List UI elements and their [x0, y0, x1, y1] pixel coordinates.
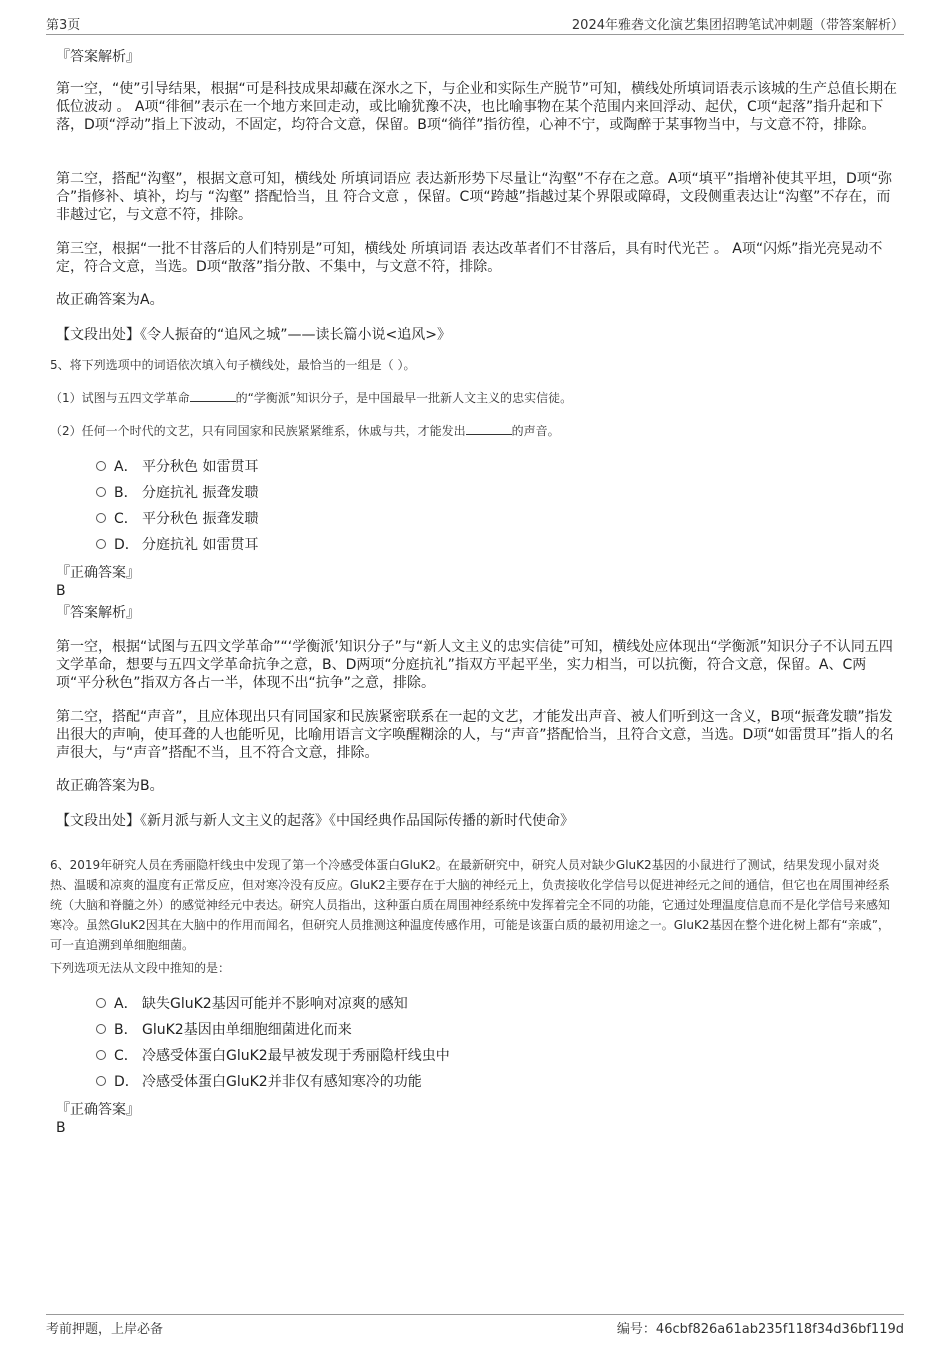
q5-option-a[interactable]: A． 平分秋色 如雷贯耳	[96, 454, 900, 480]
blank-line	[466, 424, 512, 435]
footer-slogan: 考前押题，上岸必备	[46, 1322, 164, 1337]
q4-analysis-para2: 第二空，搭配“沟壑”，根据文意可知，横线处 所填词语应 表达新形势下尽量让“沟壑”不存在之意。A项“填平”指增补使其平坦，D项“弥合”指修补、填补，均与 “沟壑” 搭配恰当，且 符合文意 ，保留。C项“跨越”指越过某个界限或障碍，文段侧重表达让“沟壑”不存在，而非越过它，与文意不符，排除。	[56, 171, 893, 223]
radio-icon[interactable]	[96, 461, 106, 471]
q5-option-b[interactable]: B． 分庭抗礼 振聋发聩	[96, 480, 900, 506]
radio-icon[interactable]	[96, 1076, 106, 1086]
q6-stem: 6、2019年研究人员在秀丽隐杆线虫中发现了第一个冷感受体蛋白GluK2。在最新研究中，研究人员对缺少GluK2基因的小鼠进行了测试，结果发现小鼠对炎热、温暖和凉爽的温度有正常反应，但对寒冷没有反应。GluK2主要存在于大脑的神经元上，负责接收化学信号以促进神经元之间的通信，但它也在周围神经系统（大脑和脊髓之外）的感觉神经元中表达。研究人员指出，这种蛋白质在周围神经系统中发挥着完全不同的功能，它通过处理温度信息而不是化学信号来感知寒冷。虽然GluK2因其在大脑中的作用而闻名，但研究人员推测这种温度传感作用，可能是该蛋白质的最初用途之一。GluK2基因在整个进化树上都有“亲戚”，可一直追溯到单细胞细菌。	[50, 858, 891, 952]
radio-icon[interactable]	[96, 487, 106, 497]
q5-conclusion: 故正确答案为B。	[56, 778, 164, 794]
q5-answer: B	[56, 583, 66, 599]
document-title: 2024年雅砻文化演艺集团招聘笔试冲刺题（带答案解析）	[571, 18, 904, 33]
footer-serial: 编号：46cbf826a61ab235f118f34d36bf119d	[616, 1322, 904, 1337]
q5-sentence-2: （2）任何一个时代的文艺，只有同国家和民族紧紧维系，休戚与共，才能发出 的声音。	[50, 424, 560, 438]
q5-option-d[interactable]: D． 分庭抗礼 如雷贯耳	[96, 532, 900, 558]
q5-stem: 5、将下列选项中的词语依次填入句子横线处，最恰当的一组是（ ）。	[50, 358, 416, 372]
q5-option-c[interactable]: C． 平分秋色 振聋发聩	[96, 506, 900, 532]
q5-analysis-title: 『答案解析』	[56, 605, 140, 621]
q5-sentence-1: （1）试图与五四文学革命 的“学衡派”知识分子，是中国最早一批新人文主义的忠实信徒。	[50, 391, 573, 405]
q6-option-b[interactable]: B． GluK2基因由单细胞细菌进化而来	[96, 1017, 900, 1043]
q4-analysis-para3: 第三空，根据“一批不甘落后的人们特别是”可知，横线处 所填词语 表达改革者们不甘落后，具有时代光芒 。 A项“闪烁”指光亮晃动不定，符合文意，当选。D项“散落”指分散、不集中，与文意不符，排除。	[56, 241, 883, 275]
q4-analysis-para1: 第一空，“使”引导结果，根据“可是科技成果却藏在深水之下，与企业和实际生产脱节”可知，横线处所填词语表示该城的生产总值长期在低位波动 。 A项“徘徊”表示在一个地方来回走动，或比喻犹豫不决，也比喻事物在某个范围内来回浮动、起伏，C项“起落”指升起和下落，D项“浮动”指上下波动，不固定，均符合文意，保留。B项“徜徉”指彷徨，心神不宁，或陶醉于某事物当中，与文意不符，排除。	[56, 81, 898, 133]
radio-icon[interactable]	[96, 539, 106, 549]
q6-question: 下列选项无法从文段中推知的是：	[50, 961, 231, 975]
q6-answer-title: 『正确答案』	[56, 1102, 140, 1118]
q6-option-a[interactable]: A． 缺失GluK2基因可能并不影响对凉爽的感知	[96, 991, 900, 1017]
q4-analysis-title: 『答案解析』	[56, 49, 140, 65]
page-footer	[46, 1314, 904, 1335]
radio-icon[interactable]	[96, 1050, 106, 1060]
q5-source: 【文段出处】《新月派与新人文主义的起落》《中国经典作品国际传播的新时代使命》	[56, 813, 574, 829]
blank-line	[190, 391, 236, 402]
q6-options	[96, 991, 900, 1095]
radio-icon[interactable]	[96, 998, 106, 1008]
page-number: 第3页	[46, 18, 81, 33]
q6-option-c[interactable]: C． 冷感受体蛋白GluK2最早被发现于秀丽隐杆线虫中	[96, 1043, 900, 1069]
q5-analysis-para2: 第二空，搭配“声音”，且应体现出只有同国家和民族紧密联系在一起的文艺，才能发出声音、被人们听到这一含义，B项“振聋发聩”指发出很大的声响，使耳聋的人也能听见，比喻用语言文字唤醒糊涂的人，与“声音”搭配恰当，且符合文意，当选。D项“如雷贯耳”指人的名声很大，与“声音”搭配不当，且不符合文意，排除。	[56, 709, 894, 761]
q5-options	[96, 454, 900, 558]
page-header	[46, 12, 904, 35]
q5-answer-title: 『正确答案』	[56, 565, 140, 581]
q4-conclusion: 故正确答案为A。	[56, 292, 164, 308]
q4-source: 【文段出处】《令人振奋的“追风之城”——读长篇小说<追风>》	[56, 327, 451, 343]
q6-option-d[interactable]: D． 冷感受体蛋白GluK2并非仅有感知寒冷的功能	[96, 1069, 900, 1095]
q5-analysis-para1: 第一空，根据“试图与五四文学革命”“‘学衡派’知识分子”与“新人文主义的忠实信徒”可知，横线处应体现出“学衡派”知识分子不认同五四文学革命，想要与五四文学革命抗争之意，B、D两项“分庭抗礼”指双方平起平坐，实力相当，可以抗衡，符合文意，保留。A、C两项“平分秋色”指双方各占一半，体现不出“抗争”之意，排除。	[56, 639, 893, 691]
radio-icon[interactable]	[96, 513, 106, 523]
q6-answer: B	[56, 1120, 66, 1136]
radio-icon[interactable]	[96, 1024, 106, 1034]
